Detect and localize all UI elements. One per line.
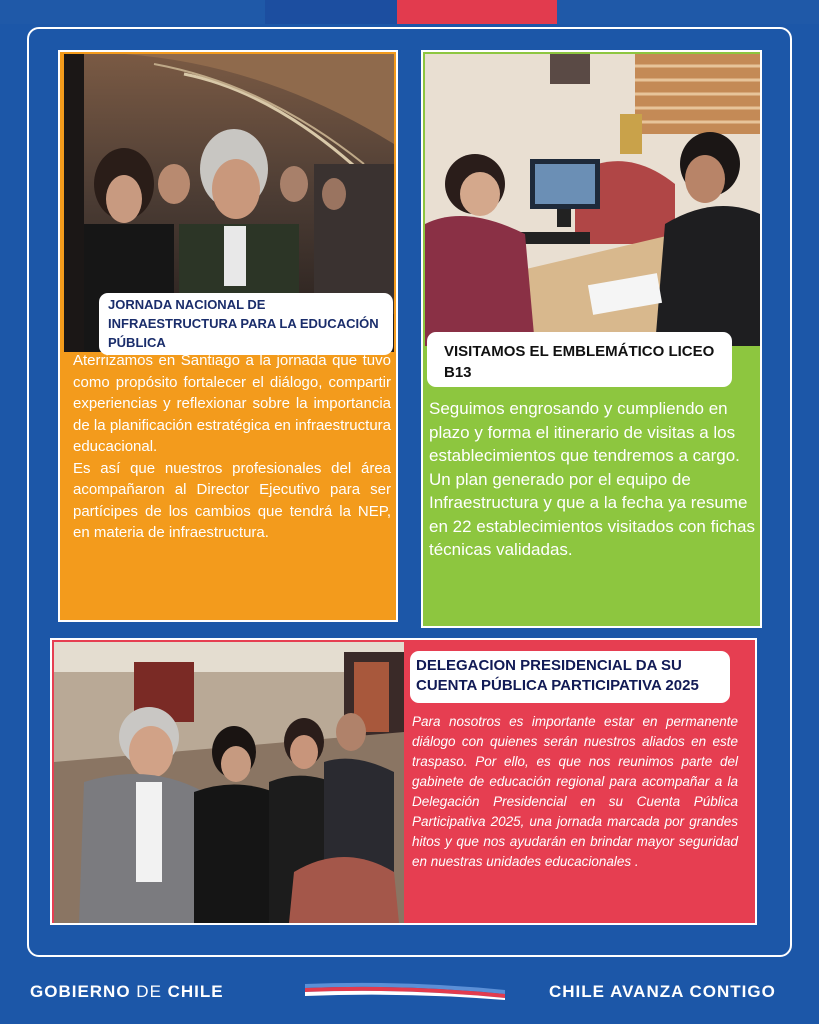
card-jornada-paragraph-1: Aterrizamos en Santiago a la jornada que tuvo como propósito fortalecer el diálogo, compartir experiencias y reflexionar sobre la importancia de la planificación estratégica en infraestructura educacional. xyxy=(73,352,391,455)
footer-gobierno-word: GOBIERNO xyxy=(30,982,131,1001)
card-jornada-paragraph-2: Es así que nuestros profesionales del área acompañaron al Director Ejecutivo para ser partícipes de los cambios que tendrá la NEP, en materia de infraestructura. xyxy=(73,459,391,541)
card-liceo-title: VISITAMOS EL EMBLEMÁTICO LICEO B13 xyxy=(444,343,715,381)
top-color-bar xyxy=(0,0,819,24)
card-jornada-title: JORNADA NACIONAL DE INFRAESTRUCTURA PARA LA EDUCACIÓN PÚBLICA xyxy=(108,297,379,350)
top-bar-blue-left xyxy=(0,0,265,24)
photo-liceo xyxy=(425,54,760,346)
footer-gobierno-de-chile xyxy=(30,982,224,1002)
card-jornada xyxy=(58,50,398,622)
card-delegacion-paragraph: Para nosotros es importante estar en permanente diálogo con quienes serán nuestros aliados en este traspaso. Por ello, es que nos reunimos parte del gabinete de educación regional para acompañar a la Delegación Presidencial en su Cuenta Pública Participativa 2025, una jornada marcada por grandes hitos y que nos ayudarán en brindar mayor seguridad en nuestras unidades educacionales . xyxy=(412,714,738,869)
card-delegacion-title-box xyxy=(410,651,730,703)
top-bar-blue-mid xyxy=(265,0,397,24)
top-bar-blue-right xyxy=(557,0,819,24)
footer-chile-avanza-contigo: CHILE AVANZA CONTIGO xyxy=(549,982,776,1001)
card-delegacion-body xyxy=(412,712,738,872)
photo-delegacion xyxy=(54,642,404,923)
card-delegacion xyxy=(50,638,757,925)
card-liceo-title-box xyxy=(427,332,732,387)
card-jornada-body xyxy=(73,350,391,544)
card-liceo-body xyxy=(429,397,755,562)
card-liceo-paragraph: Seguimos engrosando y cumpliendo en plazo y forma el itinerario de visitas a los establecimientos que tendremos a cargo. Un plan generado por el equipo de Infraestructura y que a la fecha ya resume en 22 establecimientos visitados con fichas técnicas validadas. xyxy=(429,399,756,559)
card-delegacion-title: DELEGACION PRESIDENCIAL DA SU CUENTA PÚBLICA PARTICIPATIVA 2025 xyxy=(416,657,699,694)
footer-chile-word: CHILE xyxy=(167,982,224,1001)
card-jornada-title-box xyxy=(99,293,393,355)
footer-de-word: DE xyxy=(130,982,168,1001)
card-liceo xyxy=(421,50,762,628)
footer-ribbon-graphic xyxy=(305,978,505,1000)
top-bar-red xyxy=(397,0,557,24)
